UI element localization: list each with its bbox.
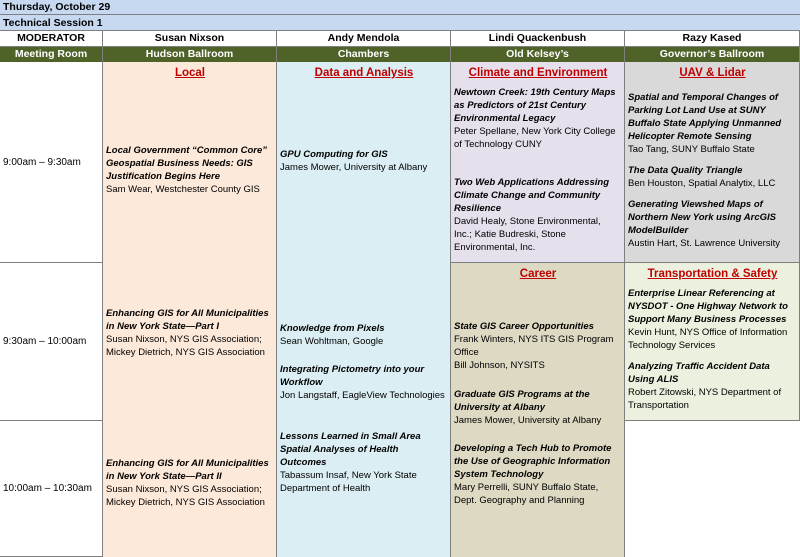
kelsey-climate-block [451, 62, 625, 263]
moderator-hudson [103, 31, 277, 47]
time-label: 9:00am – 9:30am [3, 156, 81, 168]
room-governors [625, 47, 800, 62]
talk [625, 360, 799, 412]
room-chambers [277, 47, 451, 62]
talk-speaker: James Mower, University at Albany [454, 415, 602, 426]
talk-speaker: Sam Wear, Westchester County GIS [106, 184, 260, 195]
time-slot-2 [0, 263, 103, 421]
moderator-label: MODERATOR [17, 32, 85, 44]
talk-speaker: David Healy, Stone Environmental, Inc.; Katie Budreski, Stone Environmental, Inc. [454, 216, 601, 253]
talk-title: Graduate GIS Programs at the University at Albany [454, 389, 590, 413]
talk-title: Knowledge from Pixels [280, 323, 385, 334]
track-local: Local [174, 67, 206, 79]
room-name: Governor’s Ballroom [659, 48, 765, 60]
talk-speaker: Susan Nixson, NYS GIS Association; Mickey Dietrich, NYS GIS Association [106, 334, 265, 358]
talk-title: Generating Viewshed Maps of Northern New York using ArcGIS ModelBuilder [628, 199, 776, 236]
talk [625, 91, 799, 156]
time-slot-1 [0, 62, 103, 263]
talk [625, 198, 799, 250]
talk-speaker: Jon Langstaff, EagleView Technologies [280, 390, 445, 401]
talk-title: Developing a Tech Hub to Promote the Use of Geographic Information System Technology [454, 443, 612, 480]
meeting-room-label: Meeting Room [14, 48, 88, 60]
talk-title: GPU Computing for GIS [280, 149, 388, 160]
track-career: Career [519, 268, 557, 280]
talk-title: Spatial and Temporal Changes of Parking Lot Land Use at SUNY Buffalo State Applying Unmanned Helicopter Remote Sensing [628, 92, 782, 142]
talk-speaker: Tabassum Insaf, New York State Department of Health [280, 470, 417, 494]
talk-title: Enhancing GIS for All Municipalities in New York State—Part II [106, 458, 269, 482]
governors-transport-block [625, 263, 800, 421]
talk-speaker: Mary Perrelli, SUNY Buffalo State, Dept. Geography and Planning [454, 482, 599, 506]
hudson-column [103, 62, 277, 557]
talk-speaker: Peter Spellane, New York City College of Technology CUNY [454, 126, 616, 150]
track-transportation: Transportation & Safety [647, 268, 778, 280]
talk-title: Enterprise Linear Referencing at NYSDOT - One Highway Network to Support Many Business Processes [628, 288, 788, 325]
talk-speaker: Frank Winters, NYS ITS GIS Program Office [454, 334, 614, 358]
talk [451, 176, 623, 254]
time-label: 10:00am – 10:30am [3, 483, 92, 494]
talk-speaker: Sean Wohltman, Google [280, 336, 384, 347]
governors-uav-block [625, 62, 800, 263]
kelsey-career-block [451, 263, 625, 557]
talk [103, 457, 275, 509]
moderator-name: Razy Kased [682, 32, 742, 44]
day-label: Thursday, October 29 [3, 1, 111, 13]
moderator-kelsey [451, 31, 625, 47]
talk-title: State GIS Career Opportunities [454, 321, 594, 332]
talk [451, 442, 623, 507]
talk-title: Two Web Applications Addressing Climate Change and Community Resilience [454, 177, 610, 214]
session-label: Technical Session 1 [3, 17, 103, 29]
time-label: 9:30am – 10:00am [3, 336, 87, 347]
session-header [0, 15, 800, 31]
track-uav-lidar: UAV & Lidar [679, 67, 746, 79]
talk [625, 287, 799, 352]
talk-title: Local Government “Common Core” Geospatial Business Needs: GIS Justification Begins Here [106, 145, 267, 182]
talk-speaker: Bill Johnson, NYSITS [454, 360, 545, 371]
talk-speaker: Tao Tang, SUNY Buffalo State [628, 144, 755, 155]
talk-speaker: Ben Houston, Spatial Analytix, LLC [628, 178, 776, 189]
talk [625, 164, 799, 190]
moderator-name: Lindi Quackenbush [488, 32, 587, 44]
moderator-name: Susan Nixson [154, 32, 225, 44]
talk [103, 307, 275, 359]
room-name: Hudson Ballroom [145, 48, 234, 60]
talk-speaker: Austin Hart, St. Lawrence University [628, 238, 781, 249]
meeting-room-label-cell [0, 47, 103, 62]
talk-speaker: Robert Zitowski, NYS Department of Transportation [628, 387, 782, 411]
room-name: Old Kelsey’s [506, 48, 569, 60]
talk [277, 363, 449, 402]
talk [277, 322, 449, 348]
room-kelsey [451, 47, 625, 62]
talk-speaker: Kevin Hunt, NYS Office of Information Technology Services [628, 327, 788, 351]
talk [277, 148, 449, 174]
moderator-name: Andy Mendola [327, 32, 400, 44]
talk-title: Lessons Learned in Small Area Spatial Analyses of Health Outcomes [280, 431, 421, 468]
talk-title: Enhancing GIS for All Municipalities in New York State—Part I [106, 308, 269, 332]
talk [277, 430, 449, 495]
talk [451, 86, 623, 151]
moderator-label-cell [0, 31, 103, 47]
room-name: Chambers [337, 48, 390, 60]
talk-title: The Data Quality Triangle [628, 165, 743, 176]
talk-title: Newtown Creek: 19th Century Maps as Predictors of 21st Century Environmental Legacy [454, 87, 616, 124]
talk [103, 144, 275, 196]
day-header [0, 0, 800, 15]
talk-title: Analyzing Traffic Accident Data Using ALIS [628, 361, 770, 385]
room-hudson [103, 47, 277, 62]
chambers-column [277, 62, 451, 557]
talk-speaker: James Mower, University at Albany [280, 162, 428, 173]
talk [451, 388, 623, 427]
talk-speaker: Susan Nixson, NYS GIS Association; Mickey Dietrich, NYS GIS Association [106, 484, 265, 508]
moderator-governors [625, 31, 800, 47]
time-slot-3 [0, 421, 103, 557]
track-data-analysis: Data and Analysis [314, 67, 414, 79]
moderator-chambers [277, 31, 451, 47]
talk [451, 320, 623, 372]
track-climate: Climate and Environment [468, 67, 608, 79]
talk-title: Integrating Pictometry into your Workflow [280, 364, 425, 388]
